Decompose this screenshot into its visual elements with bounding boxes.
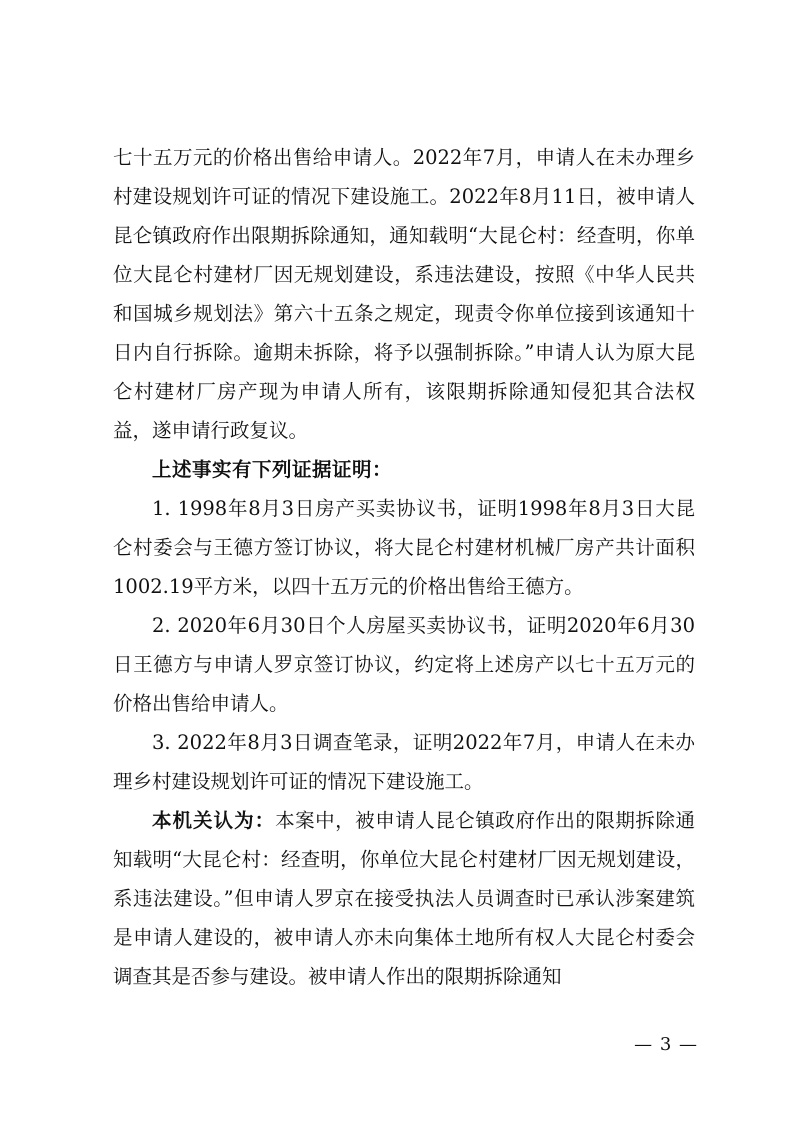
paragraph-facts-continuation xyxy=(113,138,695,450)
paragraph-text: 本案中，被申请人昆仑镇政府作出的限期拆除通知载明“大昆仑村：经查明，你单位大昆仑村建材厂因无规划建设，系违法建设。”但申请人罗京在接受执法人员调查时已承认涉案建筑是申请人建设的，被申请人亦未向集体土地所有权人大昆仑村委会调查其是否参与建设。被申请人作出的限期拆除通知 xyxy=(113,809,695,988)
evidence-heading: 上述事实有下列证据证明： xyxy=(152,458,393,481)
paragraph-opinion xyxy=(113,801,695,996)
paragraph-text: 2. 2020年6月30日个人房屋买卖协议书，证明2020年6月30日王德方与申请人罗京签订协议，约定将上述房产以七十五万元的价格出售给申请人。 xyxy=(113,614,695,715)
opinion-lead: 本机关认为： xyxy=(152,809,276,832)
paragraph-evidence-1 xyxy=(113,489,695,606)
document-body xyxy=(113,138,695,996)
page-number: — 3 — xyxy=(634,1034,698,1055)
paragraph-evidence-heading xyxy=(113,450,695,489)
paragraph-evidence-3 xyxy=(113,723,695,801)
paragraph-text: 1. 1998年8月3日房产买卖协议书，证明1998年8月3日大昆仑村委会与王德方签订协议，将大昆仑村建材机械厂房产共计面积1002.19平方米，以四十五万元的价格出售给王德方。 xyxy=(113,497,695,598)
paragraph-evidence-2 xyxy=(113,606,695,723)
paragraph-text: 七十五万元的价格出售给申请人。2022年7月，申请人在未办理乡村建设规划许可证的情况下建设施工。2022年8月11日，被申请人昆仑镇政府作出限期拆除通知，通知载明“大昆仑村：经查明，你单位大昆仑村建材厂因无规划建设，系违法建设，按照《中华人民共和国城乡规划法》第六十五条之规定，现责令你单位接到该通知十日内自行拆除。逾期未拆除，将予以强制拆除。”申请人认为原大昆仑村建材厂房产现为申请人所有，该限期拆除通知侵犯其合法权益，遂申请行政复议。 xyxy=(113,146,695,442)
paragraph-text: 3. 2022年8月3日调查笔录，证明2022年7月，申请人在未办理乡村建设规划许可证的情况下建设施工。 xyxy=(113,731,695,793)
